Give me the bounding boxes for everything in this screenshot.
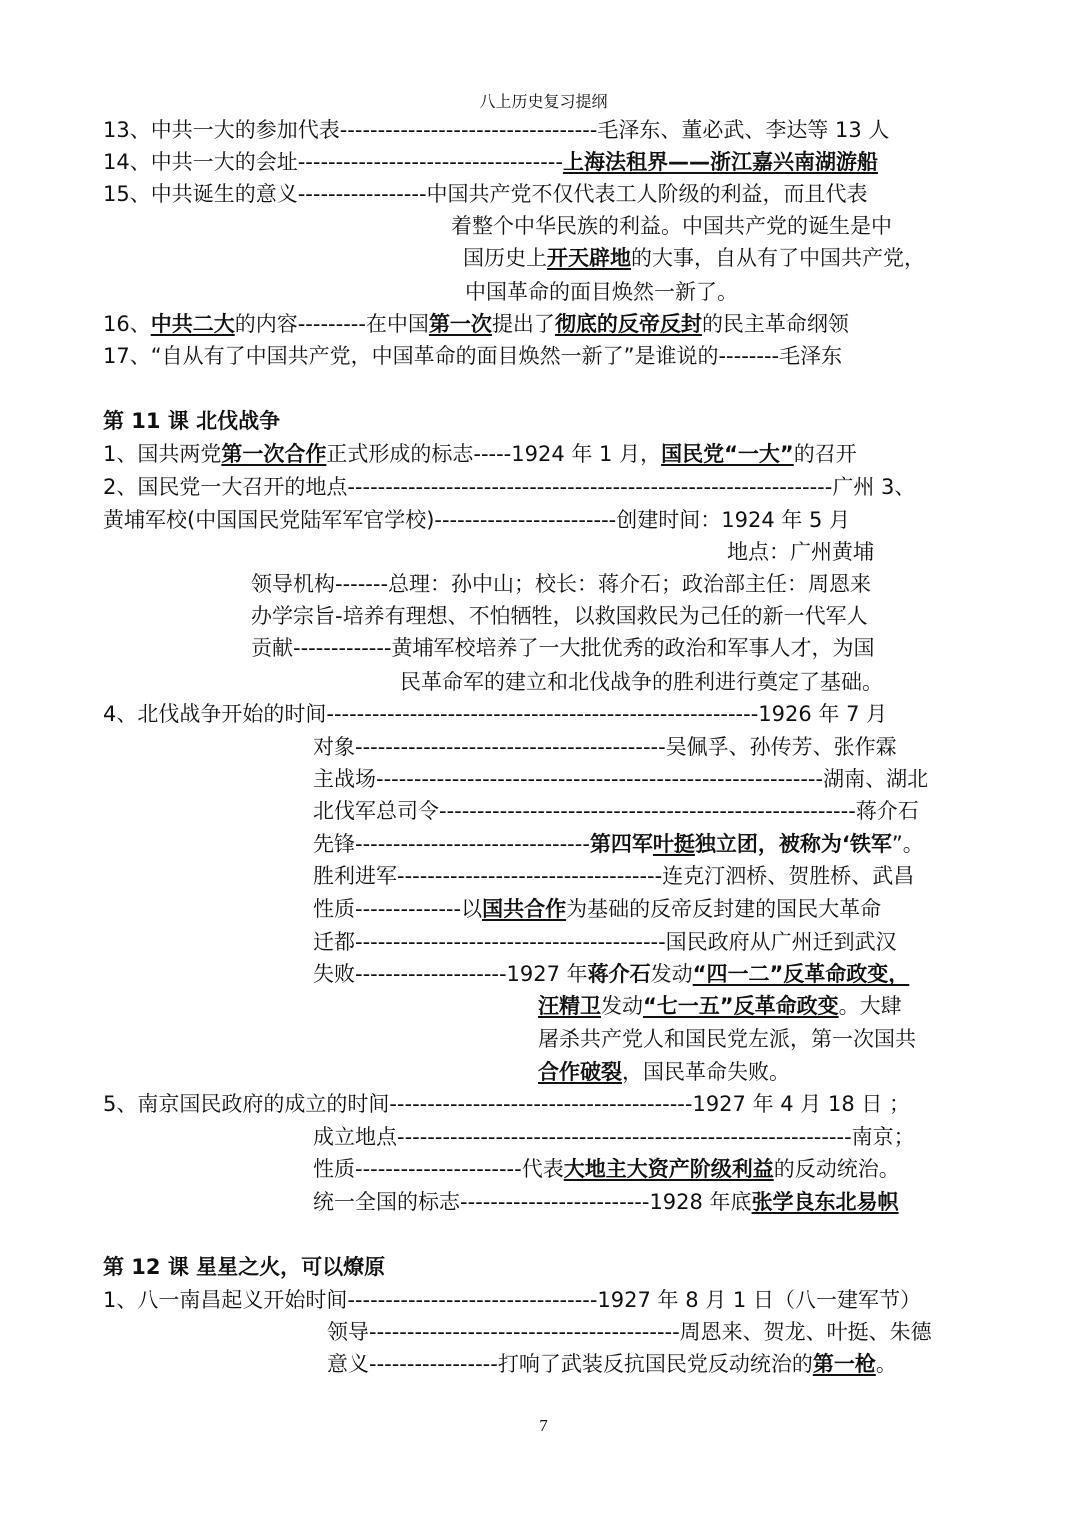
line-item-11-5-cont	[313, 1154, 900, 1184]
line-text: 统一全国的标志-------------------------1928 年底	[313, 1190, 752, 1214]
line-text: 。	[875, 1352, 897, 1376]
line-text: 17、“自从有了中国共产党，中国革命的面目焕然一新了”是谁说的--------毛泽东	[103, 344, 843, 368]
line-text: 1、国共两党	[103, 442, 222, 466]
line-text: 的召开	[793, 442, 857, 466]
line-text: 领导机构-------总理：孙中山；校长：蒋介石；政治部主任：周恩来	[251, 572, 872, 596]
line-item-15-cont	[465, 277, 738, 307]
heading-text: 第 12 课 星星之火，可以燎原	[103, 1255, 386, 1279]
line-item-11-1	[103, 439, 857, 469]
line-item-12-1-cont	[327, 1349, 897, 1379]
line-item-11-4-cont	[313, 796, 919, 826]
line-item-11-4-cont	[313, 861, 914, 891]
line-text: 胜利进军-----------------------------------连克汀泗桥、贺胜桥、武昌	[313, 864, 915, 888]
line-text: 。大肆	[838, 994, 902, 1018]
line-item-11-4-cont	[538, 991, 902, 1021]
line-item-11-3-cont	[251, 601, 868, 631]
line-text: 国历史上	[463, 246, 547, 270]
line-item-11-4	[103, 699, 887, 729]
line-text: 中国革命的面目焕然一新了。	[465, 280, 738, 304]
emphasis-text: 大地主大资产阶级利益	[563, 1157, 774, 1181]
line-text: ，国民革命失败。	[622, 1060, 790, 1084]
line-text: 办学宗旨-培养有理想、不怕牺牲，以救国救民为己任的新一代军人	[251, 604, 868, 628]
page-number: 7	[539, 1416, 548, 1435]
line-item-11-3-cont	[400, 667, 883, 697]
line-text: 的大事，自从有了中国共产党，	[631, 246, 925, 270]
line-text: 的民主革命纲领	[701, 312, 849, 336]
emphasis-text: 第一次合作	[221, 442, 327, 466]
line-text: 发动	[601, 994, 643, 1018]
line-item-11-3-cont	[251, 633, 875, 663]
emphasis-text: 叶挺	[652, 832, 695, 856]
line-item-11-4-cont	[313, 732, 897, 762]
line-item-11-3	[103, 505, 850, 535]
line-text: 为基础的反帝反封建的国民大革命	[566, 897, 882, 921]
emphasis-text: 第一枪	[812, 1352, 876, 1376]
line-text: 的反动统治。	[773, 1157, 900, 1181]
heading-text: 第 11 课 北伐战争	[103, 409, 281, 433]
emphasis-text: 合作破裂	[538, 1060, 622, 1084]
heading-text: 独立团，被称为‘铁军	[694, 832, 892, 856]
line-item-11-5-cont	[313, 1187, 899, 1217]
line-item-11-2	[103, 472, 915, 502]
emphasis-text: 国共合作	[482, 897, 567, 921]
emphasis-text: 中共二大	[150, 312, 235, 336]
line-text: 5、南京国民政府的成立的时间----------------------------------------1927 年 4 月 18 日 ；	[103, 1092, 911, 1116]
line-item-11-4-cont	[313, 959, 909, 989]
line-item-15-cont	[463, 243, 925, 273]
line-text: 意义-----------------打响了武装反抗国民党反动统治的	[327, 1352, 813, 1376]
emphasis-text: “七一五”反革命政变	[643, 994, 839, 1018]
emphasis-text: 上海法租界——浙江嘉兴南湖游船	[562, 150, 878, 174]
section-heading-12	[103, 1252, 385, 1282]
line-item-13	[103, 115, 889, 145]
line-item-11-4-cont	[538, 1024, 916, 1054]
heading-text: 蒋介石	[587, 962, 651, 986]
line-text: 的内容---------在中国	[234, 312, 429, 336]
line-text: 贡献-------------黄埔军校培养了一大批优秀的政治和军事人才，为国	[251, 636, 875, 660]
line-text: 15、中共诞生的意义-----------------中国共产党不仅代表工人阶级的利益，而且代表	[103, 182, 868, 206]
line-text: 迁都-----------------------------------------国民政府从广州迁到武汉	[313, 930, 897, 954]
line-text: 提出了	[491, 312, 555, 336]
line-item-16	[103, 309, 849, 339]
line-text: 性质--------------以	[313, 897, 483, 921]
line-text: 发动	[650, 962, 693, 986]
line-item-11-3-cont	[251, 569, 871, 599]
heading-text: 第四军	[589, 832, 653, 856]
line-item-11-5	[103, 1089, 910, 1119]
line-text: 黄埔军校(中国国民党陆军军官学校)------------------------创建时间：1924 年 5 月	[103, 508, 851, 532]
line-text: ”。	[891, 832, 924, 856]
line-text: 4、北伐战争开始的时间---------------------------------------------------------1926 年 7 月	[103, 702, 888, 726]
line-item-11-4-cont	[313, 894, 881, 924]
line-item-11-5-cont	[313, 1122, 915, 1152]
emphasis-text: 国民党“一大”	[661, 442, 794, 466]
line-text: 14、中共一大的会址-----------------------------------	[103, 150, 563, 174]
emphasis-text: 彻底的反帝反封	[554, 312, 702, 336]
emphasis-text: 张学良东北易帜	[751, 1190, 899, 1214]
line-text: 成立地点------------------------------------------------------------南京；	[313, 1125, 915, 1149]
line-text: 先锋-------------------------------	[313, 832, 590, 856]
line-text: 屠杀共产党人和国民党左派，第一次国共	[538, 1027, 916, 1051]
line-text: 着整个中华民族的利益。中国共产党的诞生是中	[451, 214, 892, 238]
emphasis-text: 第一次	[428, 312, 492, 336]
section-heading-11	[103, 406, 280, 436]
line-text: 性质----------------------代表	[313, 1157, 564, 1181]
line-text: 失败--------------------1927 年	[313, 962, 588, 986]
line-item-11-4-cont	[313, 829, 924, 859]
line-text: 13、中共一大的参加代表----------------------------------毛泽东、董必武、李达等 13 人	[103, 118, 890, 142]
line-text: 民革命军的建立和北伐战争的胜利进行奠定了基础。	[400, 670, 883, 694]
emphasis-text: 汪精卫	[538, 994, 601, 1018]
line-item-12-1	[103, 1285, 921, 1315]
line-item-11-4-cont	[313, 764, 928, 794]
line-item-15-cont	[451, 211, 892, 241]
line-text: 正式形成的标志-----1924 年 1 月，	[326, 442, 662, 466]
emphasis-text: 开天辟地	[547, 246, 631, 270]
line-text: 主战场-----------------------------------------------------------湖南、湖北	[313, 767, 929, 791]
line-text: 地点：广州黄埔	[727, 540, 874, 564]
emphasis-text: “四一二”反革命政变，	[692, 962, 910, 986]
line-text: 北伐军总司令-------------------------------------------------------蒋介石	[313, 799, 919, 823]
line-item-15	[103, 179, 868, 209]
line-item-11-4-cont	[313, 927, 897, 957]
line-text: 1、八一南昌起义开始时间---------------------------------1927 年 8 月 1 日（八一建军节）	[103, 1288, 921, 1312]
page-header: 八上历史复习提纲	[479, 92, 608, 111]
line-item-11-3-cont	[727, 537, 874, 567]
line-item-17	[103, 341, 842, 371]
line-text: 领导-----------------------------------------周恩来、贺龙、叶挺、朱德	[327, 1320, 932, 1344]
line-text: 16、	[103, 312, 151, 336]
line-item-11-4-cont	[538, 1057, 790, 1087]
line-item-14	[103, 147, 878, 177]
line-text: 2、国民党一大召开的地点----------------------------------------------------------------广州 3、	[103, 475, 916, 499]
line-text: 对象-----------------------------------------吴佩孚、孙传芳、张作霖	[313, 735, 897, 759]
line-item-12-1-cont	[327, 1317, 932, 1347]
